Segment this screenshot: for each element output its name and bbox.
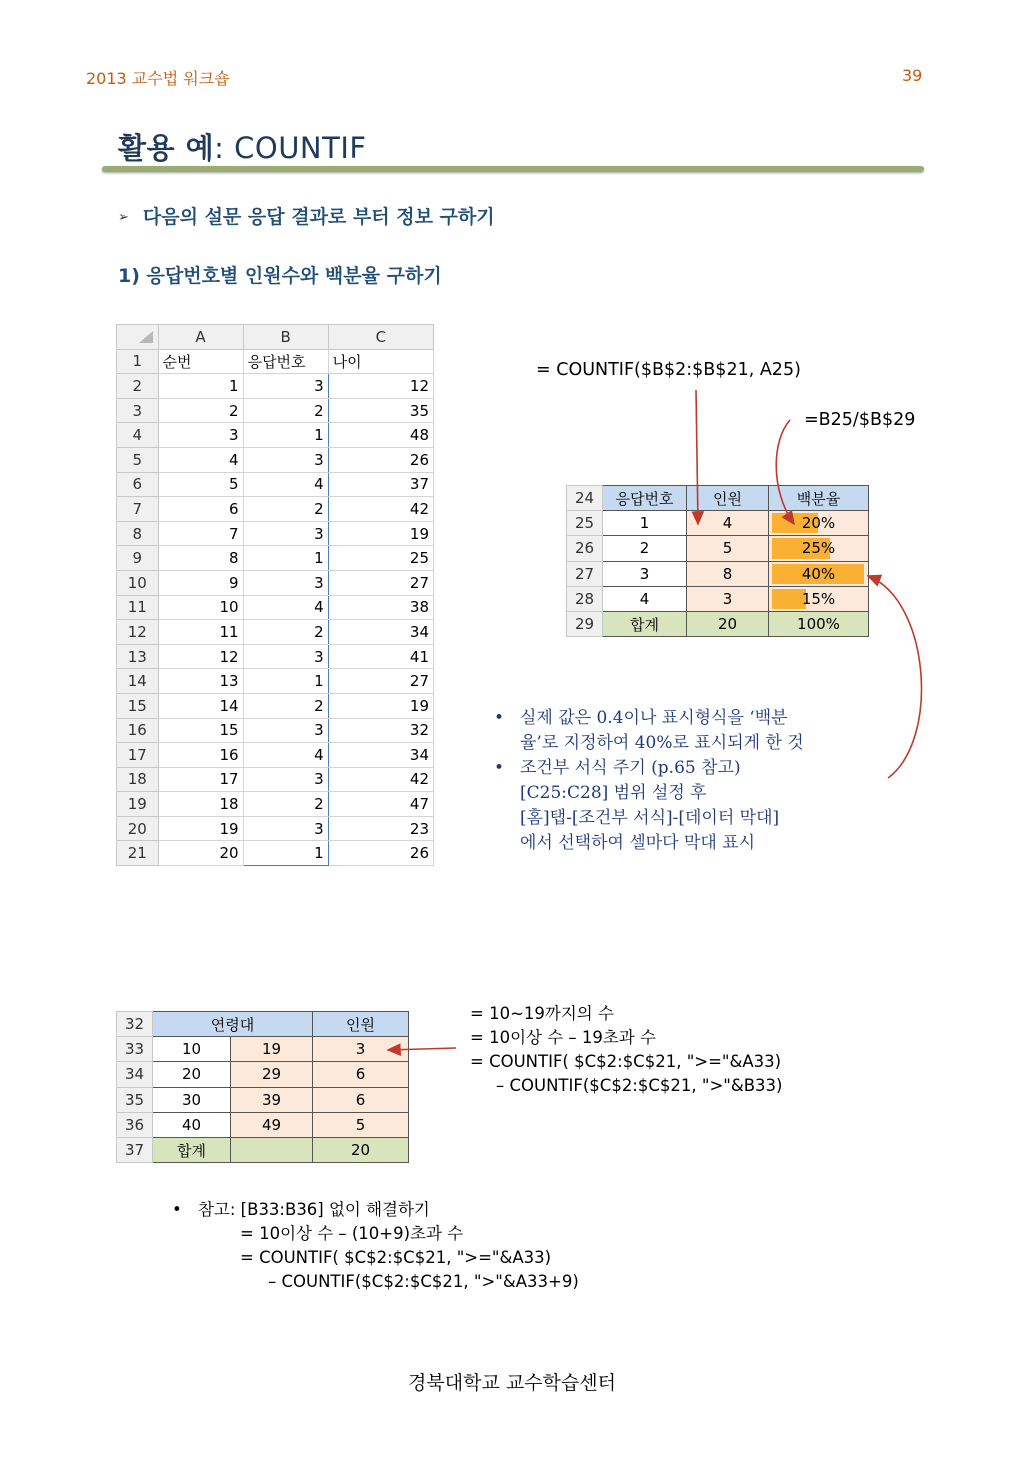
row-header: 29 bbox=[567, 611, 603, 636]
row-header: 5 bbox=[117, 447, 159, 472]
column-header-a: A bbox=[158, 325, 243, 350]
cell: 6 bbox=[158, 497, 243, 522]
cell: 49 bbox=[231, 1112, 313, 1137]
cell: 20 bbox=[313, 1137, 409, 1162]
row-header: 21 bbox=[117, 841, 159, 866]
row-header: 6 bbox=[117, 472, 159, 497]
cell: 11 bbox=[158, 620, 243, 645]
cell: 34 bbox=[328, 620, 433, 645]
cell: 20 bbox=[687, 611, 769, 636]
cell: 6 bbox=[313, 1087, 409, 1112]
cell: 47 bbox=[328, 792, 433, 817]
cell: 3 bbox=[243, 570, 328, 595]
cell: 25 bbox=[328, 546, 433, 571]
cell: 합계 bbox=[603, 611, 687, 636]
row-header: 32 bbox=[117, 1012, 153, 1037]
row-header: 24 bbox=[567, 486, 603, 511]
note-text: 율’로 지정하여 40%로 표시되게 한 것 bbox=[520, 733, 804, 753]
formula-line: = COUNTIF( $C$2:$C$21, ">="&A33) bbox=[470, 1052, 782, 1071]
row-header: 37 bbox=[117, 1137, 153, 1162]
footer: 경북대학교 교수학습센터 bbox=[408, 1372, 616, 1394]
cell: 12 bbox=[328, 374, 433, 399]
row-header: 16 bbox=[117, 718, 159, 743]
cell: 10 bbox=[158, 595, 243, 620]
arrow-bullet-icon: ➢ bbox=[118, 210, 129, 225]
cell: 연령대 bbox=[153, 1012, 313, 1037]
cell: 19 bbox=[231, 1037, 313, 1062]
cell: 17 bbox=[158, 767, 243, 792]
slide-title-prefix: 활용 예 bbox=[118, 131, 215, 165]
cell: 20 bbox=[153, 1062, 231, 1087]
cell: 1 bbox=[603, 511, 687, 536]
cell: 합계 bbox=[153, 1137, 231, 1162]
cell: 41 bbox=[328, 644, 433, 669]
countif-formula: = COUNTIF($B$2:$B$21, A25) bbox=[536, 360, 801, 380]
cell: 8 bbox=[158, 546, 243, 571]
reference-line: – COUNTIF($C$2:$C$21, ">"&A33+9) bbox=[268, 1272, 579, 1291]
subheading: 1) 응답번호별 인원수와 백분율 구하기 bbox=[118, 265, 442, 287]
cell: 18 bbox=[158, 792, 243, 817]
cell: 3 bbox=[313, 1037, 409, 1062]
cell: 3 bbox=[243, 447, 328, 472]
note-text: 실제 값은 0.4이나 표시형식을 ‘백분 bbox=[520, 708, 788, 728]
cell: 27 bbox=[328, 669, 433, 694]
cell: 1 bbox=[243, 669, 328, 694]
row-header: 26 bbox=[567, 536, 603, 561]
cell: 4 bbox=[243, 743, 328, 768]
cell: 16 bbox=[158, 743, 243, 768]
row-header: 35 bbox=[117, 1087, 153, 1112]
cell: 19 bbox=[158, 816, 243, 841]
row-header: 12 bbox=[117, 620, 159, 645]
row-header: 18 bbox=[117, 767, 159, 792]
arrow-to-count bbox=[696, 390, 698, 524]
row-header: 15 bbox=[117, 693, 159, 718]
cell-text: 20% bbox=[801, 514, 836, 533]
note-text: [C25:C28] 범위 설정 후 bbox=[520, 783, 707, 803]
cell: 19 bbox=[328, 693, 433, 718]
cell: 3 bbox=[603, 561, 687, 586]
cell: 나이 bbox=[328, 349, 433, 374]
formula-line: = 10이상 수 – 19초과 수 bbox=[470, 1028, 656, 1047]
bullet-icon: • bbox=[494, 758, 505, 778]
cell: 42 bbox=[328, 497, 433, 522]
header-title: 2013 교수법 워크숍 bbox=[86, 69, 230, 88]
reference-line: = COUNTIF( $C$2:$C$21, ">="&A33) bbox=[240, 1248, 552, 1267]
reference-line: 참고: [B33:B36] 없이 해결하기 bbox=[198, 1200, 430, 1219]
cell: 백분율 bbox=[769, 486, 869, 511]
cell: 2 bbox=[243, 620, 328, 645]
slide-title-rest: : COUNTIF bbox=[214, 131, 367, 165]
note-text: 조건부 서식 주기 (p.65 참고) bbox=[520, 758, 741, 778]
note-text: 에서 선택하여 셀마다 막대 표시 bbox=[520, 833, 756, 853]
cell: 7 bbox=[158, 521, 243, 546]
cell: 4 bbox=[687, 511, 769, 536]
formula-line: = 10~19까지의 수 bbox=[470, 1004, 614, 1023]
row-header: 11 bbox=[117, 595, 159, 620]
cell: 3 bbox=[687, 586, 769, 611]
cell: 48 bbox=[328, 423, 433, 448]
cell: 15 bbox=[158, 718, 243, 743]
column-header-b: B bbox=[243, 325, 328, 350]
cell: 3 bbox=[243, 816, 328, 841]
row-header: 8 bbox=[117, 521, 159, 546]
row-header: 3 bbox=[117, 398, 159, 423]
arrow-to-age-count bbox=[388, 1048, 456, 1050]
cell: 26 bbox=[328, 841, 433, 866]
row-header: 13 bbox=[117, 644, 159, 669]
row-header: 1 bbox=[117, 349, 159, 374]
column-header-c: C bbox=[328, 325, 433, 350]
percent-formula: =B25/$B$29 bbox=[804, 410, 916, 430]
cell: 40 bbox=[153, 1112, 231, 1137]
row-header: 27 bbox=[567, 561, 603, 586]
row-header: 19 bbox=[117, 792, 159, 817]
cell: 39 bbox=[231, 1087, 313, 1112]
row-header: 7 bbox=[117, 497, 159, 522]
cell: 23 bbox=[328, 816, 433, 841]
row-header: 17 bbox=[117, 743, 159, 768]
row-header: 9 bbox=[117, 546, 159, 571]
cell: 인원 bbox=[687, 486, 769, 511]
cell: 5 bbox=[158, 472, 243, 497]
cell: 3 bbox=[243, 521, 328, 546]
cell: 4 bbox=[243, 472, 328, 497]
cell: 2 bbox=[158, 398, 243, 423]
cell: 3 bbox=[243, 718, 328, 743]
cell: 5 bbox=[313, 1112, 409, 1137]
row-header: 34 bbox=[117, 1062, 153, 1087]
row-header: 28 bbox=[567, 586, 603, 611]
cell: 30 bbox=[153, 1087, 231, 1112]
cell: 34 bbox=[328, 743, 433, 768]
cell: 38 bbox=[328, 595, 433, 620]
cell: 8 bbox=[687, 561, 769, 586]
cell-text: 25% bbox=[801, 539, 836, 558]
cell: 3 bbox=[158, 423, 243, 448]
bullet-icon: • bbox=[172, 1200, 182, 1219]
cell: 37 bbox=[328, 472, 433, 497]
cell: 19 bbox=[328, 521, 433, 546]
arrow-to-40 bbox=[868, 576, 921, 778]
cell: 2 bbox=[603, 536, 687, 561]
row-header: 2 bbox=[117, 374, 159, 399]
row-header: 4 bbox=[117, 423, 159, 448]
cell: 응답번호 bbox=[603, 486, 687, 511]
formula-line: – COUNTIF($C$2:$C$21, ">"&B33) bbox=[496, 1076, 783, 1095]
cell: 인원 bbox=[313, 1012, 409, 1037]
reference-line: = 10이상 수 – (10+9)초과 수 bbox=[240, 1224, 464, 1243]
cell: 35 bbox=[328, 398, 433, 423]
cell: 10 bbox=[153, 1037, 231, 1062]
main-bullet-text: 다음의 설문 응답 결과로 부터 정보 구하기 bbox=[142, 206, 495, 228]
page-number: 39 bbox=[902, 66, 923, 85]
cell-text: 15% bbox=[801, 589, 836, 608]
cell: 1 bbox=[158, 374, 243, 399]
row-header: 14 bbox=[117, 669, 159, 694]
cell: 1 bbox=[243, 841, 328, 866]
cell: 3 bbox=[243, 374, 328, 399]
cell: 100% bbox=[769, 611, 869, 636]
cell: 응답번호 bbox=[243, 349, 328, 374]
cell: 4 bbox=[243, 595, 328, 620]
cell: 9 bbox=[158, 570, 243, 595]
cell: 26 bbox=[328, 447, 433, 472]
cell: 2 bbox=[243, 792, 328, 817]
cell: 3 bbox=[243, 644, 328, 669]
cell: 순번 bbox=[158, 349, 243, 374]
bullet-icon: • bbox=[494, 708, 505, 728]
row-header: 10 bbox=[117, 570, 159, 595]
cell: 13 bbox=[158, 669, 243, 694]
cell: 29 bbox=[231, 1062, 313, 1087]
cell: 14 bbox=[158, 693, 243, 718]
cell: 1 bbox=[243, 546, 328, 571]
row-header: 33 bbox=[117, 1037, 153, 1062]
cell: 32 bbox=[328, 718, 433, 743]
arrow-to-percent bbox=[776, 420, 794, 524]
row-header: 20 bbox=[117, 816, 159, 841]
cell: 27 bbox=[328, 570, 433, 595]
cell: 2 bbox=[243, 693, 328, 718]
cell: 5 bbox=[687, 536, 769, 561]
cell: 4 bbox=[158, 447, 243, 472]
row-header: 25 bbox=[567, 511, 603, 536]
cell: 1 bbox=[243, 423, 328, 448]
note-text: [홈]탭-[조건부 서식]-[데이터 막대] bbox=[520, 808, 780, 828]
cell: 2 bbox=[243, 497, 328, 522]
cell: 12 bbox=[158, 644, 243, 669]
cell: 3 bbox=[243, 767, 328, 792]
row-header: 36 bbox=[117, 1112, 153, 1137]
cell: 2 bbox=[243, 398, 328, 423]
cell: 42 bbox=[328, 767, 433, 792]
cell-text: 40% bbox=[801, 564, 836, 583]
cell: 20 bbox=[158, 841, 243, 866]
cell: 6 bbox=[313, 1062, 409, 1087]
cell: 4 bbox=[603, 586, 687, 611]
